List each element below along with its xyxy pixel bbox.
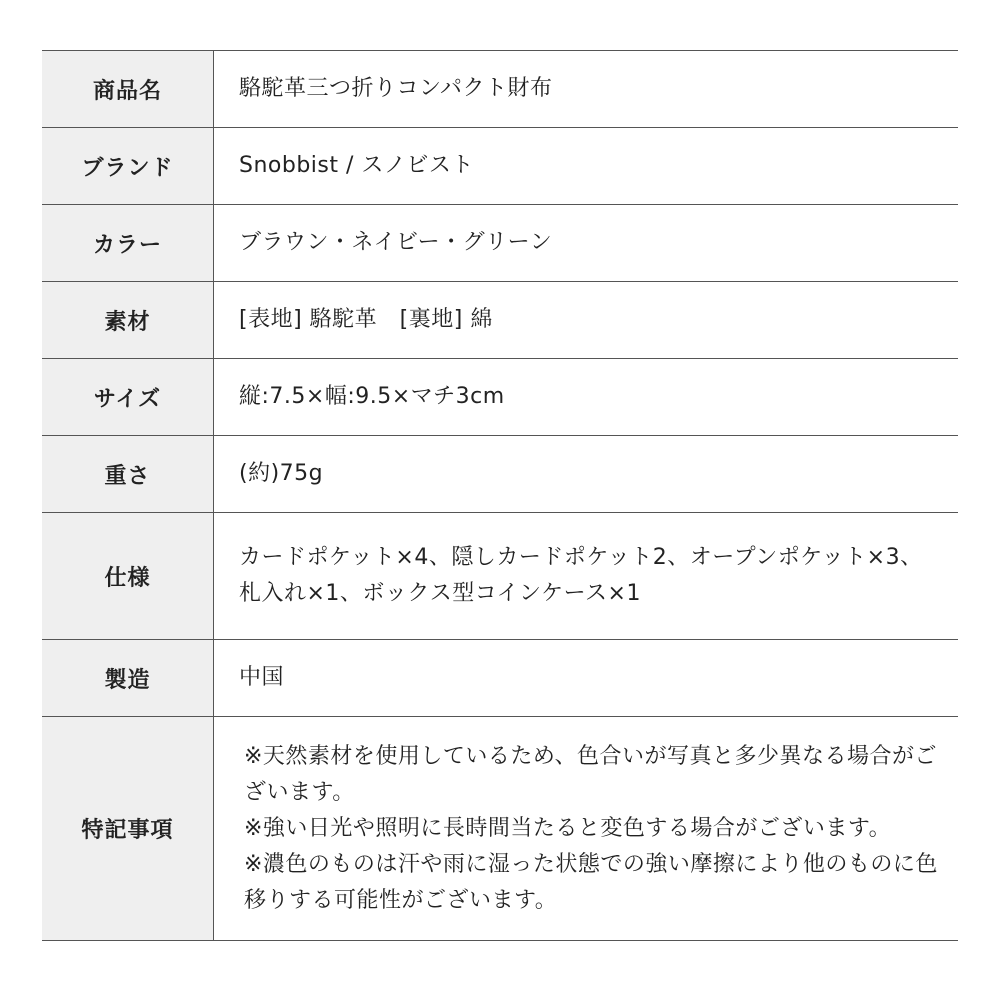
spec-value-text: ブラウン・ネイビー・グリーン bbox=[239, 230, 553, 255]
spec-row-made-in bbox=[42, 640, 958, 717]
spec-value-text: Snobbist / スノビスト bbox=[239, 153, 474, 178]
spec-row-brand bbox=[42, 128, 958, 205]
spec-value-text: [表地] 駱駝革 [裏地] 綿 bbox=[239, 307, 493, 332]
spec-label: ブランド bbox=[42, 128, 214, 205]
spec-row-product-name bbox=[42, 51, 958, 128]
spec-label: 製造 bbox=[42, 640, 214, 717]
spec-value bbox=[214, 640, 959, 717]
spec-label: 商品名 bbox=[42, 51, 214, 128]
spec-value bbox=[214, 436, 959, 513]
spec-value-text: 駱駝革三つ折りコンパクト財布 bbox=[239, 76, 553, 101]
spec-value-text: 縦:7.5×幅:9.5×マチ3cm bbox=[239, 384, 505, 409]
spec-value bbox=[214, 513, 959, 640]
spec-value-text: 中国 bbox=[239, 665, 285, 690]
spec-value-line: 札入れ×1、ボックス型コインケース×1 bbox=[239, 581, 641, 606]
product-spec-table bbox=[42, 50, 958, 941]
spec-value bbox=[214, 128, 959, 205]
spec-label: 特記事項 bbox=[42, 717, 214, 941]
spec-value bbox=[214, 205, 959, 282]
spec-value bbox=[214, 282, 959, 359]
spec-row-specification bbox=[42, 513, 958, 640]
spec-value-line: カードポケット×4、隠しカードポケット2、オープンポケット×3、 bbox=[239, 545, 923, 570]
spec-row-material bbox=[42, 282, 958, 359]
spec-value-text: (約)75g bbox=[239, 461, 324, 486]
spec-row-notes bbox=[42, 717, 958, 941]
spec-note-line: ※天然素材を使用しているため、色合いが写真と多少異なる場合がございます。 bbox=[244, 743, 938, 805]
spec-row-weight bbox=[42, 436, 958, 513]
spec-note-line: ※強い日光や照明に長時間当たると変色する場合がございます。 bbox=[244, 815, 892, 841]
spec-label: 仕様 bbox=[42, 513, 214, 640]
spec-label: カラー bbox=[42, 205, 214, 282]
spec-label: 素材 bbox=[42, 282, 214, 359]
spec-note-line: ※濃色のものは汗や雨に湿った状態での強い摩擦により他のものに色移りする可能性がございます。 bbox=[244, 851, 938, 913]
spec-label: 重さ bbox=[42, 436, 214, 513]
spec-value bbox=[214, 359, 959, 436]
spec-row-size bbox=[42, 359, 958, 436]
spec-value bbox=[214, 717, 959, 941]
spec-value bbox=[214, 51, 959, 128]
spec-row-color bbox=[42, 205, 958, 282]
spec-label: サイズ bbox=[42, 359, 214, 436]
